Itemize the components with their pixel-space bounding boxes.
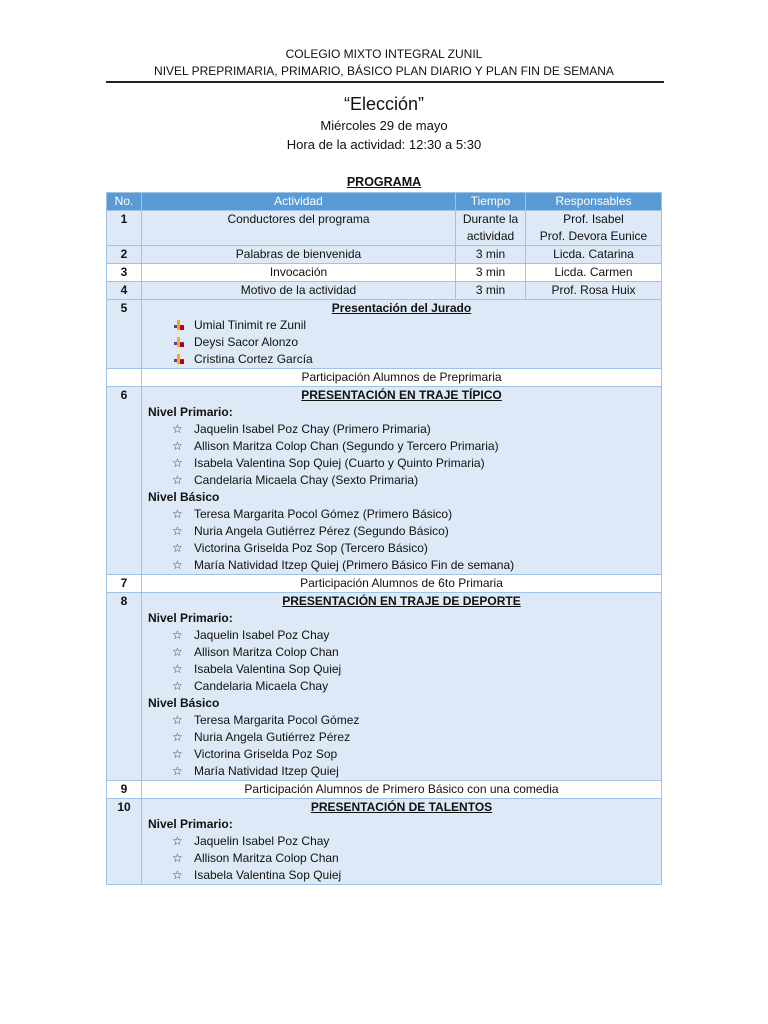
level-label: Nivel Primario: bbox=[148, 405, 233, 419]
talentos-section bbox=[142, 799, 662, 885]
school-levels: NIVEL PREPRIMARIA, PRIMARIO, BÁSICO PLAN DIARIO Y PLAN FIN DE SEMANA bbox=[154, 64, 614, 78]
table-header-row bbox=[107, 193, 662, 211]
participant-list bbox=[148, 421, 655, 489]
list-item: ☆ María Natividad Itzep Quiej bbox=[172, 763, 655, 780]
row-number: 5 bbox=[107, 300, 142, 369]
list-item: ☆ Jaquelin Isabel Poz Chay (Primero Primaria) bbox=[172, 421, 655, 438]
event-date: Miércoles 29 de mayo bbox=[320, 118, 448, 133]
row-time: 3 min bbox=[456, 246, 526, 264]
list-item: ☆ Nuria Angela Gutiérrez Pérez bbox=[172, 729, 655, 746]
event-time: Hora de la actividad: 12:30 a 5:30 bbox=[286, 137, 482, 152]
row-number: 7 bbox=[107, 575, 142, 593]
row-number: 2 bbox=[107, 246, 142, 264]
table-row bbox=[107, 300, 662, 369]
bullet-icon bbox=[174, 320, 184, 330]
table-row bbox=[107, 211, 662, 246]
table-row bbox=[107, 799, 662, 885]
list-item: ☆ Isabela Valentina Sop Quiej bbox=[172, 867, 655, 884]
document-title: “Elección” bbox=[343, 94, 425, 114]
header-rule bbox=[106, 81, 664, 83]
row-responsables: Licda. Carmen bbox=[526, 264, 662, 282]
row-number: 8 bbox=[107, 593, 142, 781]
header-no: No. bbox=[107, 193, 142, 211]
table-row bbox=[107, 781, 662, 799]
row-activity: Participación Alumnos de Primero Básico con una comedia bbox=[142, 781, 662, 799]
row-responsables bbox=[526, 211, 662, 246]
row-time: 3 min bbox=[456, 264, 526, 282]
jury-section bbox=[142, 300, 662, 369]
jury-list bbox=[148, 317, 655, 368]
row-number: 9 bbox=[107, 781, 142, 799]
row-activity: Conductores del programa bbox=[142, 211, 456, 246]
row-activity: Palabras de bienvenida bbox=[142, 246, 456, 264]
row-number: 1 bbox=[107, 211, 142, 246]
list-item: ☆ Isabela Valentina Sop Quiej bbox=[172, 661, 655, 678]
list-item: ☆ Nuria Angela Gutiérrez Pérez (Segundo Básico) bbox=[172, 523, 655, 540]
list-item bbox=[172, 334, 655, 351]
table-row bbox=[107, 369, 662, 387]
title-block bbox=[0, 92, 768, 154]
list-item: ☆ Victorina Griselda Poz Sop bbox=[172, 746, 655, 763]
level-label: Nivel Básico bbox=[148, 696, 220, 710]
row-activity: Invocación bbox=[142, 264, 456, 282]
list-item: ☆ Candelaria Micaela Chay (Sexto Primaria) bbox=[172, 472, 655, 489]
school-name: COLEGIO MIXTO INTEGRAL ZUNIL bbox=[285, 47, 483, 61]
participant-list bbox=[148, 506, 655, 574]
traje-tipico-section bbox=[142, 387, 662, 575]
list-item: ☆ Isabela Valentina Sop Quiej (Cuarto y Quinto Primaria) bbox=[172, 455, 655, 472]
table-row bbox=[107, 282, 662, 300]
participant-list bbox=[148, 833, 655, 884]
row-activity: Motivo de la actividad bbox=[142, 282, 456, 300]
table-row bbox=[107, 575, 662, 593]
row-responsables: Licda. Catarina bbox=[526, 246, 662, 264]
document-header bbox=[0, 46, 768, 80]
list-item: ☆ Victorina Griselda Poz Sop (Tercero Básico) bbox=[172, 540, 655, 557]
row-number: 3 bbox=[107, 264, 142, 282]
section-title: Presentación del Jurado bbox=[331, 301, 472, 315]
list-item: ☆ Allison Maritza Colop Chan bbox=[172, 644, 655, 661]
section-title: PRESENTACIÓN EN TRAJE DE DEPORTE bbox=[282, 594, 521, 608]
header-actividad: Actividad bbox=[142, 193, 456, 211]
table-row bbox=[107, 246, 662, 264]
section-title: PRESENTACIÓN DE TALENTOS bbox=[310, 800, 493, 814]
row-time: 3 min bbox=[456, 282, 526, 300]
list-item bbox=[172, 317, 655, 334]
row-activity: Participación Alumnos de 6to Primaria bbox=[142, 575, 662, 593]
list-item: ☆ Jaquelin Isabel Poz Chay bbox=[172, 627, 655, 644]
responsable: Prof. Isabel bbox=[563, 212, 624, 226]
responsable: Prof. Devora Eunice bbox=[539, 229, 648, 243]
program-table bbox=[106, 192, 662, 885]
list-item bbox=[172, 351, 655, 368]
list-item: ☆ Teresa Margarita Pocol Gómez bbox=[172, 712, 655, 729]
jury-member: Deysi Sacor Alonzo bbox=[194, 335, 299, 349]
bullet-icon bbox=[174, 354, 184, 364]
list-item: ☆ Allison Maritza Colop Chan (Segundo y Tercero Primaria) bbox=[172, 438, 655, 455]
list-item: ☆ Teresa Margarita Pocol Gómez (Primero Básico) bbox=[172, 506, 655, 523]
level-label: Nivel Primario: bbox=[148, 817, 233, 831]
row-number: 6 bbox=[107, 387, 142, 575]
header-tiempo: Tiempo bbox=[456, 193, 526, 211]
traje-deporte-section bbox=[142, 593, 662, 781]
header-responsables: Responsables bbox=[526, 193, 662, 211]
level-label: Nivel Básico bbox=[148, 490, 220, 504]
list-item: ☆ Allison Maritza Colop Chan bbox=[172, 850, 655, 867]
table-row bbox=[107, 264, 662, 282]
level-label: Nivel Primario: bbox=[148, 611, 233, 625]
list-item: ☆ María Natividad Itzep Quiej (Primero Básico Fin de semana) bbox=[172, 557, 655, 574]
jury-member: Umial Tinimit re Zunil bbox=[194, 318, 307, 332]
row-activity: Participación Alumnos de Preprimaria bbox=[142, 369, 662, 387]
row-number: 10 bbox=[107, 799, 142, 885]
programa-heading: PROGRAMA bbox=[346, 175, 422, 189]
table-row bbox=[107, 593, 662, 781]
list-item: ☆ Jaquelin Isabel Poz Chay bbox=[172, 833, 655, 850]
list-item: ☆ Candelaria Micaela Chay bbox=[172, 678, 655, 695]
table-row bbox=[107, 387, 662, 575]
row-number: 4 bbox=[107, 282, 142, 300]
section-title: PRESENTACIÓN EN TRAJE TÍPICO bbox=[301, 388, 502, 402]
row-responsables: Prof. Rosa Huix bbox=[526, 282, 662, 300]
bullet-icon bbox=[174, 337, 184, 347]
participant-list bbox=[148, 627, 655, 695]
row-number bbox=[107, 369, 142, 387]
jury-member: Cristina Cortez García bbox=[194, 352, 313, 366]
participant-list bbox=[148, 712, 655, 780]
row-time: Durante la actividad bbox=[456, 211, 526, 246]
